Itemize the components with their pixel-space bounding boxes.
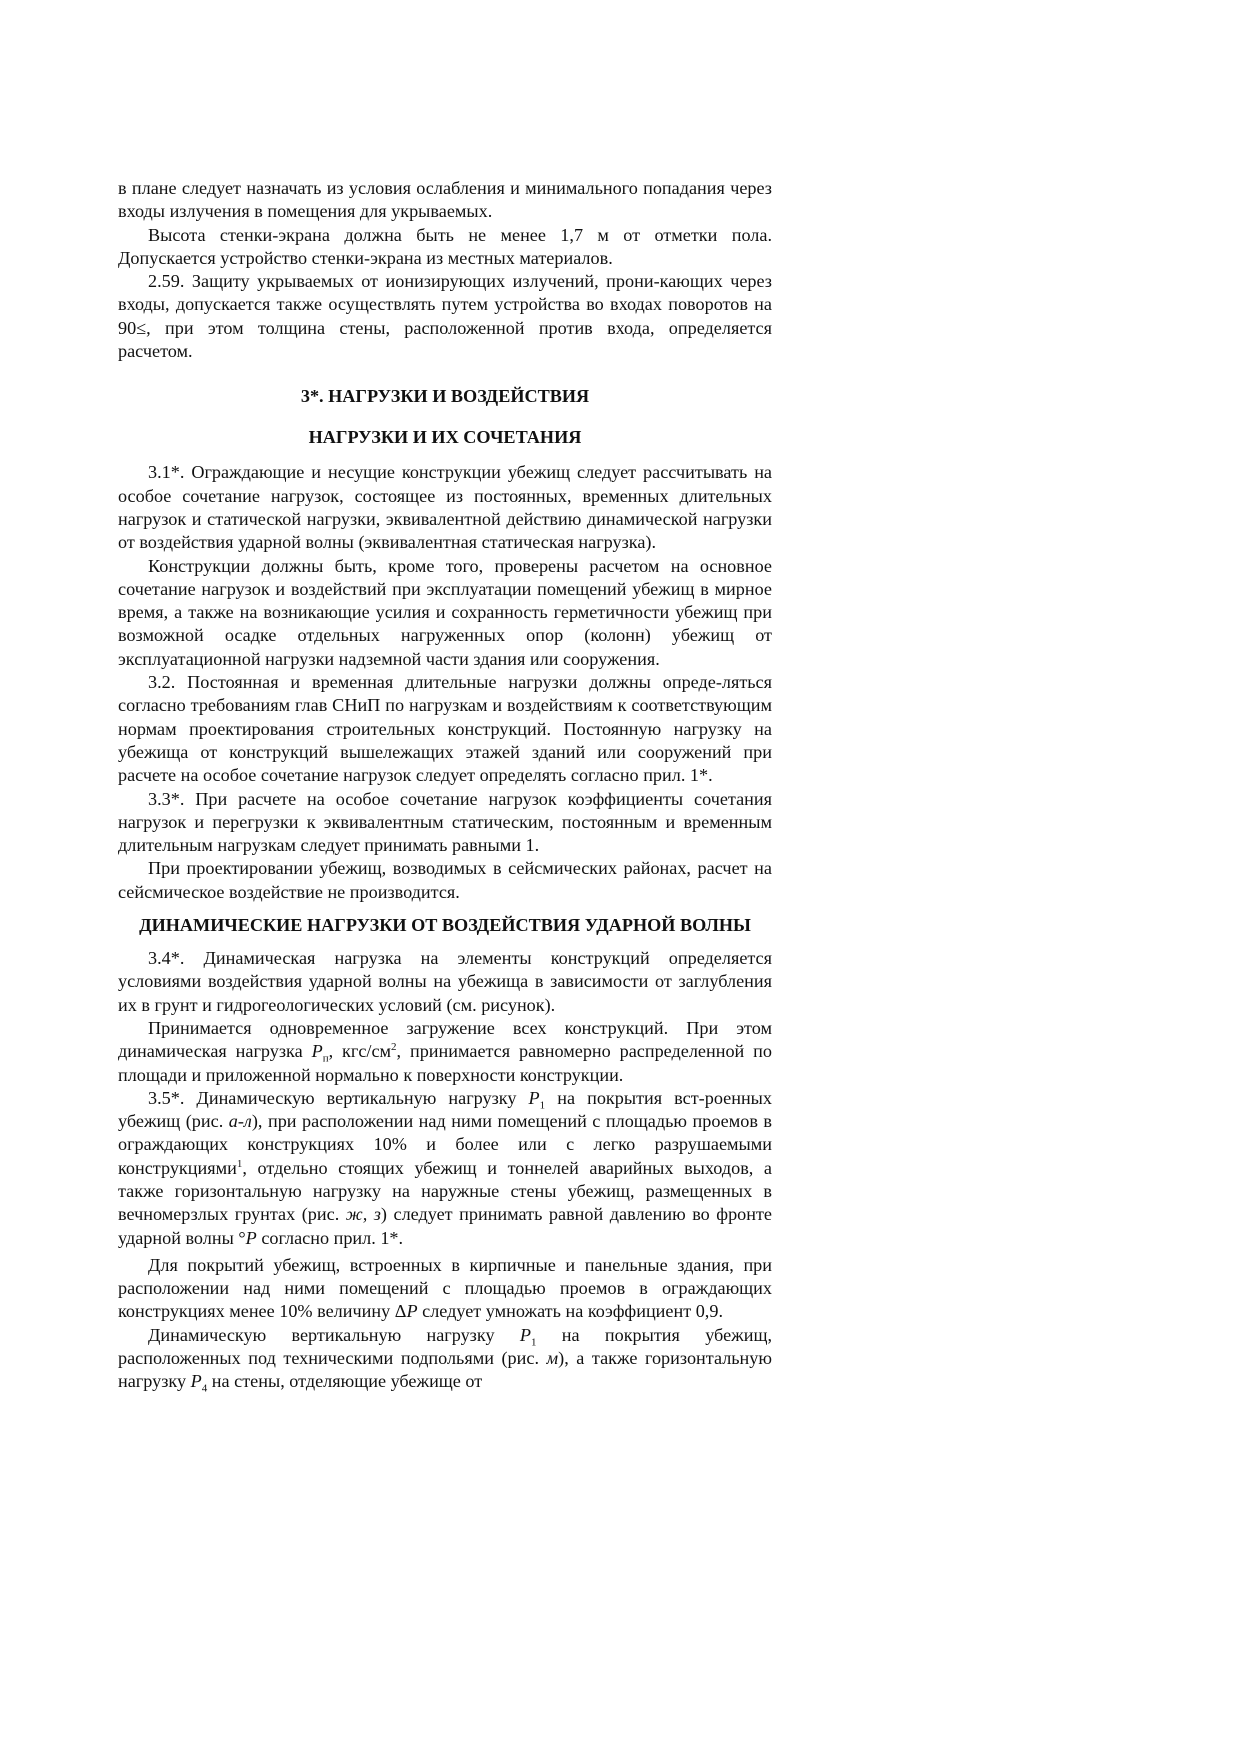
paragraph-3-4-simultaneous-loading: Принимается одновременное загружение всех конструкций. При этом динамическая нагрузка $P_п$, кгс/$см^2$, принимается равномерно распределенной по площади и приложенной нормально к поверхности конструкции. — [118, 1017, 772, 1085]
section-title-loads: 3*. НАГРУЗКИ И ВОЗДЕЙСТВИЯ — [300, 386, 590, 407]
paragraph-3-5-brick-panel: Для покрытий убежищ, встроенных в кирпичные и панельные здания, при расположении над ними помещений с площадью проемов в ограждающих конструкциях менее 10% величину ΔP следует умножать на коэффициент 0,9. — [118, 1254, 772, 1322]
paragraph-3-5-technical-basement: Динамическую вертикальную нагрузку $P_1$ на покрытия убежищ, расположенных под техническими подпольями (рис. м), а также горизонтальную нагрузку $P_4$ на стены, отделяющие убежище от — [118, 1324, 772, 1395]
paragraph-shield-wall-height: Высота стенки-экрана должна быть не менее 1,7 м от отметки пола. Допускается устройство стенки-экрана из местных материалов. — [118, 224, 772, 268]
paragraph-3-1-structures: Конструкции должны быть, кроме того, проверены расчетом на основное сочетание нагрузок и воздействий при эксплуатации помещений убежищ в мирное время, а также на возникающие усилия и сохранность герметичности убежищ при возможной осадке отдельных нагруженных опор (колонн) убежищ от эксплуатационной нагрузки надземной части здания или сооружения. — [118, 555, 772, 669]
paragraph-3-1: 3.1*. Ограждающие и несущие конструкции убежищ следует рассчитывать на особое сочетание нагрузок, состоящее из постоянных, временных длительных нагрузок и статической нагрузки, эквивалентной действию динамической нагрузки от воздействия ударной волны (эквивалентная статическая нагрузка). — [118, 462, 772, 553]
paragraph-3-4: 3.4*. Динамическая нагрузка на элементы конструкций определяется условиями воздействия ударной волны на убежища в зависимости от заглубления их в грунт и гидрогеологических условий (см. рисунок). — [118, 948, 772, 1015]
paragraph-2-59: 2.59. Защиту укрываемых от ионизирующих излучений, прони-кающих через входы, допускается также осуществлять путем устройства во входах поворотов на 90≤, при этом толщина стены, расположенной против входа, определяется расчетом. — [118, 271, 772, 362]
paragraph-shield-wall-plan: в плане следует назначать из условия ослабления и минимального попадания через входы излучения в помещения для укрываемых. — [118, 178, 772, 222]
subsection-title-dynamic-loads: ДИНАМИЧЕСКИЕ НАГРУЗКИ ОТ ВОЗДЕЙСТВИЯ УДАРНОЙ ВОЛНЫ — [139, 915, 751, 936]
paragraph-3-2: 3.2. Постоянная и временная длительные нагрузки должны опреде-ляться согласно требованиям глав СНиП по нагрузкам и воздействиям к соответствующим нормам проектирования строительных конструкций. Постоянную нагрузку на убежища от конструкций вышележащих этажей зданий или сооружений при расчете на особое сочетание нагрузок следует определять согласно прил. 1*. — [118, 672, 772, 786]
paragraph-3-5: 3.5*. Динамическую вертикальную нагрузку $P_1$ на покрытия вст-роенных убежищ (рис. а-л), при расположении над ними помещений с площадью проемов в ограждающих конструкциях 10% и более или с легко разрушаемыми конструкциями$^1$, отдельно стоящих убежищ и тоннелей аварийных выходов, а также горизонтальную нагрузку на наружные стены убежищ, размещенных в вечномерзлых грунтах (рис. ж, з) следует принимать равной давлению во фронте ударной волны °P согласно прил. 1*. — [118, 1087, 773, 1248]
paragraph-3-3-seismic: При проектировании убежищ, возводимых в сейсмических районах, расчет на сейсмическое воздействие не производится. — [118, 858, 772, 902]
document-page — [118, 177, 772, 1394]
subsection-title-load-combinations: НАГРУЗКИ И ИХ СОЧЕТАНИЯ — [308, 427, 582, 448]
paragraph-3-3: 3.3*. При расчете на особое сочетание нагрузок коэффициенты сочетания нагрузок и перегрузки к эквивалентным статическим, постоянным и временным длительным нагрузкам следует принимать равными 1. — [118, 788, 772, 856]
